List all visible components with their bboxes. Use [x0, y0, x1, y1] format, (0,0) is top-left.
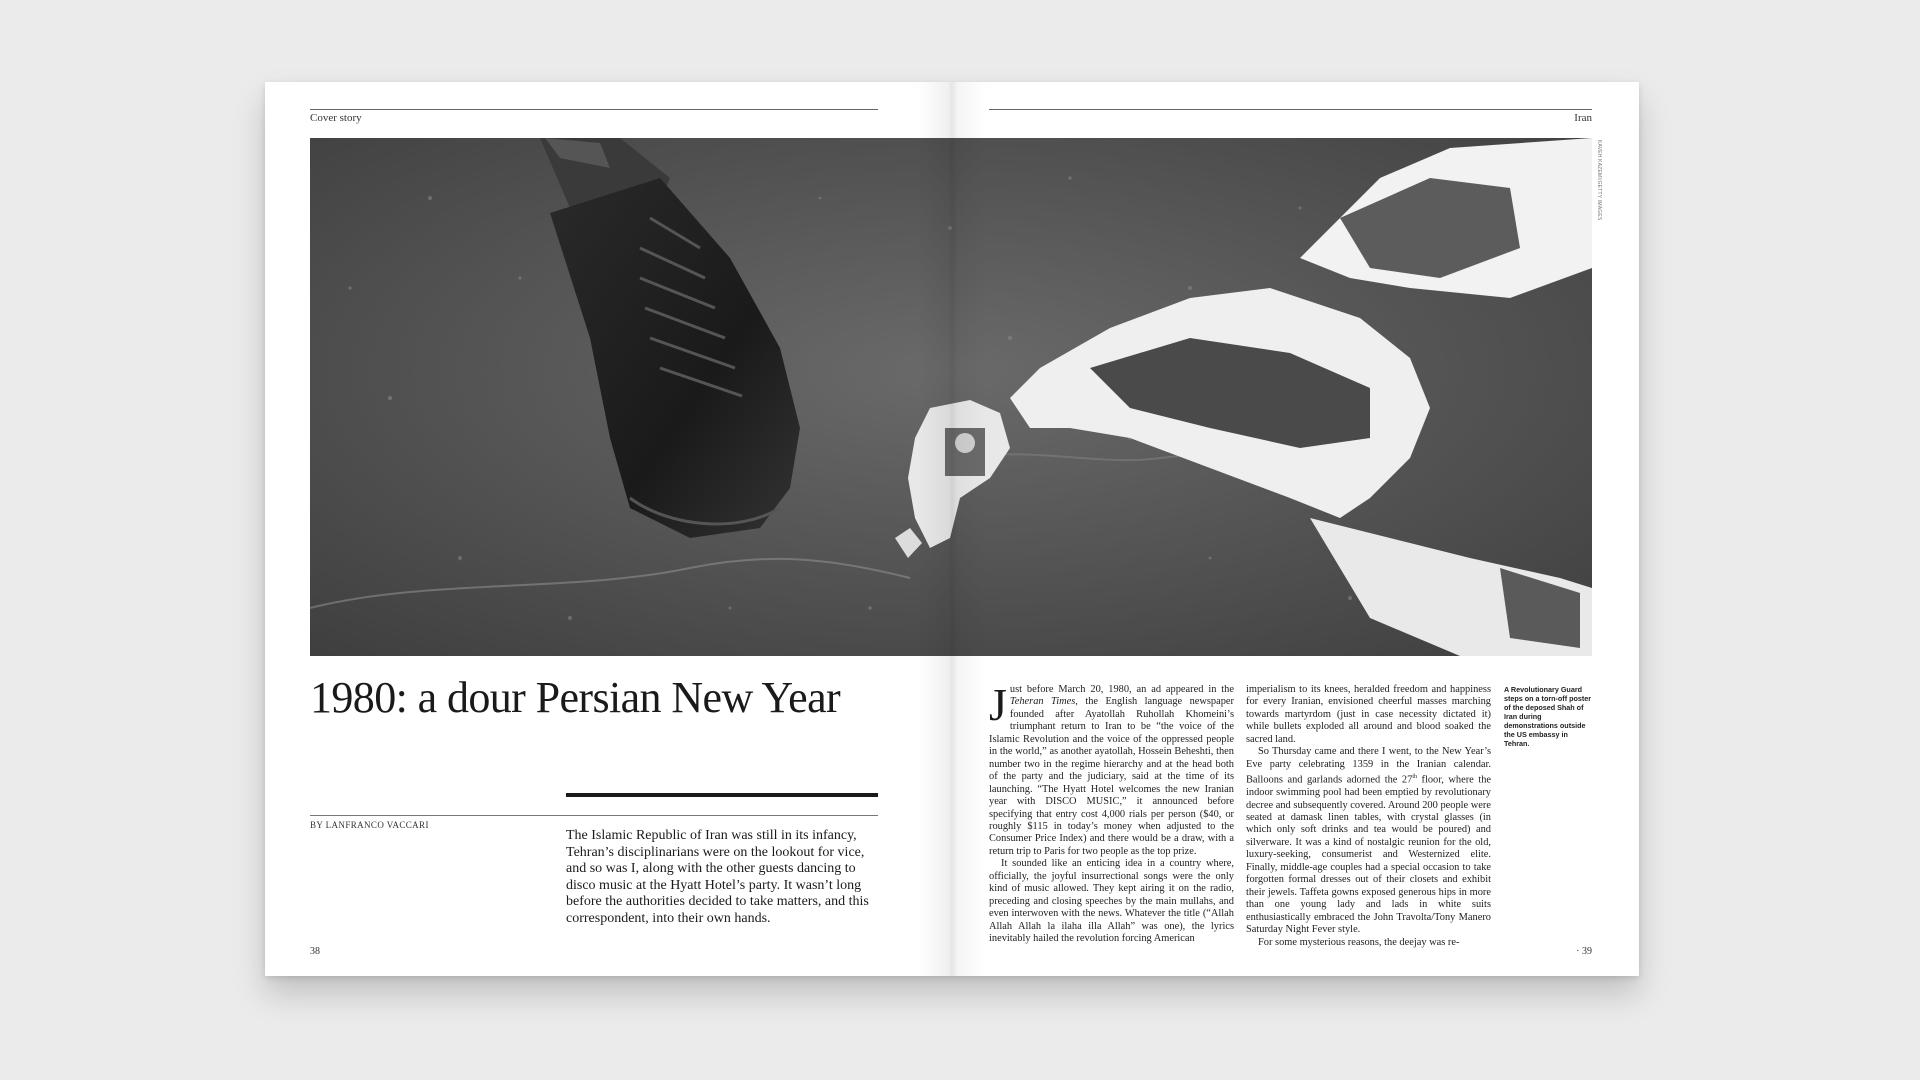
article-column-1: [989, 679, 1234, 946]
newspaper-name: Teheran Times: [1009, 696, 1076, 708]
top-rule-left: [310, 109, 878, 110]
paragraph-4-start: So Thursday came and there I went, to the New Year’s Eve party celebrating 1359 in the Iranian calendar. Balloons and garlands adorned the 27: [1246, 746, 1491, 786]
photo-caption: A Revolutionary Guard steps on a torn-off poster of the deposed Shah of Iran during demonstrations outside the US embassy in Tehran.: [1504, 685, 1592, 748]
paragraph-1-start: ust before March 20, 1980, an ad appeared in the: [1009, 684, 1234, 695]
standfirst: The Islamic Republic of Iran was still in its infancy, Tehran’s disciplinarians were on the lookout for vice, and so was I, along with the other guests dancing to disco music at the Hyatt Hotel’s party. It wasn’t long before the authorities decided to take matters, and this correspondent, into their own hands.: [566, 828, 869, 926]
paragraph-2: It sounded like an enticing idea in a country where, officially, the joyful insurrectional songs were the only kind of music allowed. They kept airing it on the radio, preceding and closing speeches by the main mullahs, and even interwoven with the news. Whatever the title (“Allah Allah Allah la ilaha illa Allah” was one), the lyrics inevitably hailed the revolution forcing American: [989, 858, 1234, 945]
article-column-2: [1246, 684, 1491, 949]
cover-photo: [310, 138, 1592, 656]
page-number-left: 38: [310, 946, 320, 957]
paragraph-4-end: floor, where the indoor swimming pool had been emptied by revolutionary decree and subsequently covered. Around 200 people were seated at damask linen tables, with crystal glasses (in which only soft drinks and tea would be poured) and silverware. It was a kind of nostalgic reunion for the old, luxury-seeking, consumerist and Westernized elite. Finally, middle-age couples had a special occasion to take forgotten formal dresses out of their closets and exhibit their jewels. Taffeta gowns exposed generous hips in more than one young lady and lads in white suits enthusiastically embraced the John Travolta/Tony Manero Saturday Night Fever style.: [1246, 774, 1492, 936]
drop-cap: J: [989, 679, 1007, 730]
headline: 1980: a dour Persian New Year: [310, 673, 841, 722]
photo-illustration: [310, 138, 1592, 656]
paragraph-5: For some mysterious reasons, the deejay was re-: [1258, 936, 1460, 948]
magazine-spread: [265, 82, 1639, 976]
headline-rule: [566, 793, 878, 797]
byline: BY LANFRANCO VACCARI: [310, 820, 429, 830]
paragraph-1-end: , the English language newspaper founded after Ayatollah Ruhollah Khomeini’s triumphant return to Iran to be “the voice of the Islamic Revolution and the voice of the oppressed people in the world,” as another ayatollah, Hossein Beheshti, then number two in the regime hierarchy and at the head both of the party and the judiciary, said at the time of its launching. “The Hyatt Hotel welcomes the new Iranian year with DISCO MUSIC,” it announced before specifying that entry cost 4,000 rials per person ($40, or roughly $115 in today’s money when adjusted to the Consumer Price Index) and there would be a draw, with a return trip to Paris for two people as the top prize.: [989, 696, 1234, 857]
section-label-right: Iran: [1574, 112, 1592, 124]
paragraph-3: imperialism to its knees, heralded freedom and happiness for every Iranian, envisioned cheerful masses marching towards martyrdom (just in case necessity dictated it) while bullets exploded all around and blood soaked the sacred land.: [1246, 684, 1491, 745]
ordinal-suffix: th: [1412, 774, 1417, 781]
top-rule-right: [989, 109, 1592, 110]
section-label-left: Cover story: [310, 112, 362, 124]
photo-credit: KAVEH KAZEMI/GETTY IMAGES: [1596, 140, 1602, 221]
byline-rule: [310, 815, 878, 816]
page-number-right: · 39: [1576, 946, 1592, 957]
